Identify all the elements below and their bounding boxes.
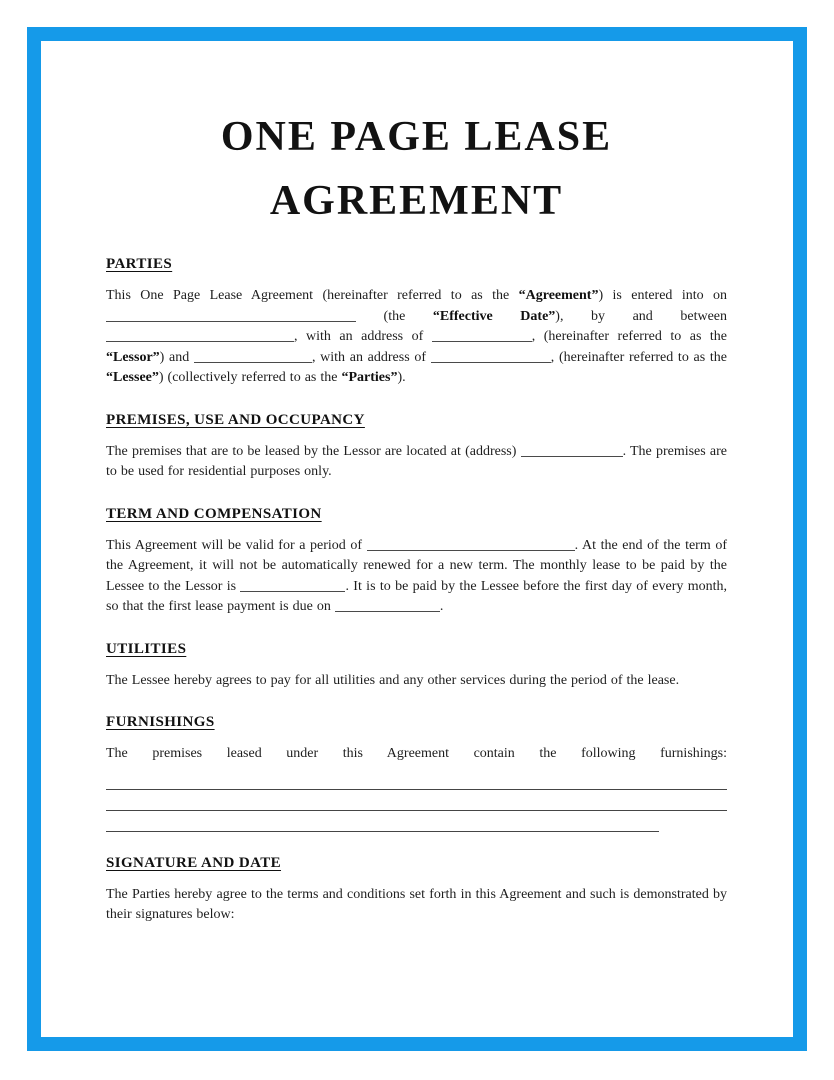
blank-line (521, 442, 623, 457)
document-title-line-1: ONE PAGE LEASE (220, 114, 613, 160)
document-section (106, 256, 727, 389)
section-heading: FURNISHINGS (106, 714, 215, 730)
blank-line (335, 597, 440, 612)
blank-rule (106, 769, 727, 790)
paragraph: The premises that are to be leased by the Lessor are located at (address) . The premises are to be used for residential purposes only. (106, 443, 727, 479)
blank-line (194, 348, 312, 363)
document-section (106, 506, 727, 618)
document-title (106, 105, 727, 233)
blank-rule (106, 811, 659, 832)
section-heading: UTILITIES (106, 640, 187, 657)
section-heading: SIGNATURE AND DATE (106, 854, 282, 871)
document-section (106, 855, 727, 926)
paragraph: The Parties hereby agree to the terms and conditions set forth in this Agreement and such is demonstrated by their signatures below: (106, 886, 727, 922)
paragraph: This One Page Lease Agreement (hereinafter referred to as the “Agreement”) is entered into on (the “Effective Date”), by and between , with an address of , (hereinafter referred to as the “Lessor”) and , with an address of , (hereinafter referred to as the “Lessee”) (collectively referred to as the “Parties”). (106, 288, 727, 385)
document-title-line-2: AGREEMENT (269, 178, 564, 224)
section-heading: TERM AND COMPENSATION (106, 505, 322, 522)
blank-rule (106, 790, 727, 811)
document-sections (106, 256, 727, 926)
blank-line (106, 327, 294, 342)
blank-line (367, 536, 575, 551)
paragraph: The Lessee hereby agrees to pay for all utilities and any other services during the period of the lease. (106, 672, 680, 688)
paragraph: This Agreement will be valid for a period of . At the end of the term of the Agreement, it will not be automatically renewed for a new term. The monthly lease to be paid by the Lessee to the Lessor is . It is to be paid by the Lessee before the first day of every month, so that the first lease payment is due on . (106, 537, 727, 614)
blank-line (432, 327, 532, 342)
document-content (41, 41, 793, 1037)
section-heading: PREMISES, USE AND OCCUPANCY (106, 411, 365, 428)
blank-line (106, 307, 356, 322)
document-section (106, 714, 727, 832)
blank-line (431, 348, 551, 363)
document-section (106, 641, 727, 692)
paragraph: The premises leased under this Agreement contain the following furnishings: (106, 746, 727, 761)
section-heading: PARTIES (106, 256, 173, 272)
blank-line (240, 577, 345, 592)
document-section (106, 412, 727, 483)
